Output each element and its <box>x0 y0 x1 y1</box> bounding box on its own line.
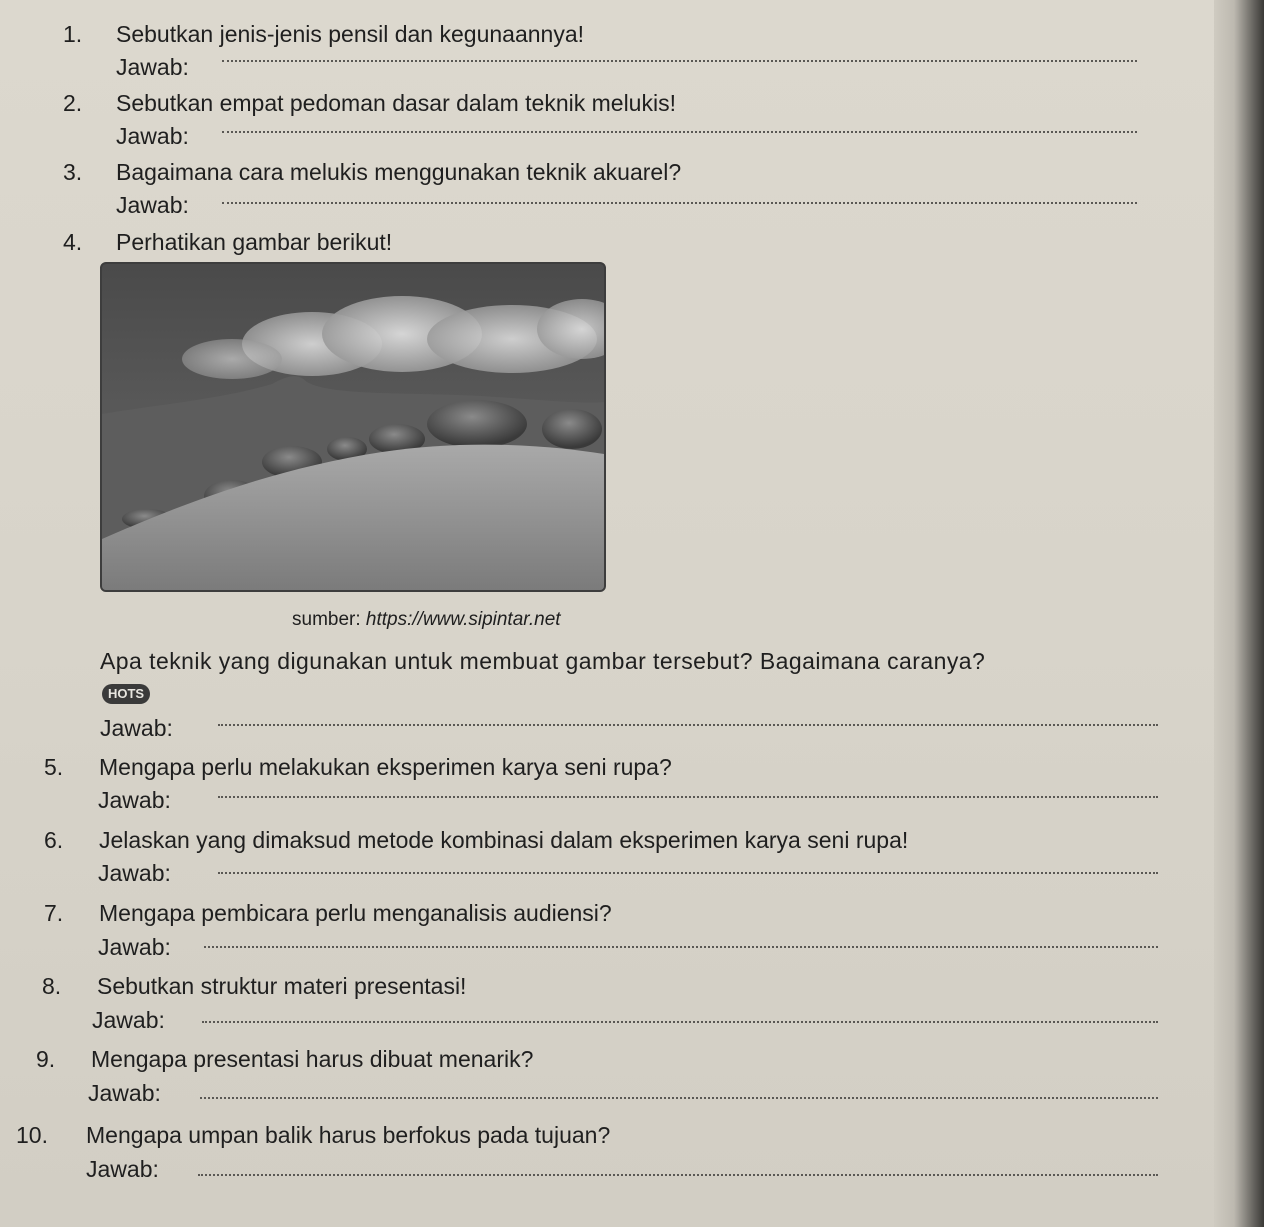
source-url: https://www.sipintar.net <box>365 609 561 630</box>
figure-question-text: Apa teknik yang digunakan untuk membuat gambar tersebut? Bagaimana caranya? <box>100 648 986 674</box>
answer-label-6: Jawab: <box>98 860 171 886</box>
answer-label-8: Jawab: <box>92 1007 165 1033</box>
hills-illustration <box>102 264 604 590</box>
answer-label-9: Jawab: <box>88 1080 161 1106</box>
answer-line-8[interactable] <box>202 1021 1158 1023</box>
question-number: 9. <box>36 1046 56 1072</box>
question-text: Jelaskan yang dimaksud metode kombinasi dalam eksperimen karya seni rupa! <box>99 827 909 853</box>
answer-line-1[interactable] <box>222 60 1137 62</box>
question-text: Sebutkan jenis-jenis pensil dan kegunaannya! <box>116 21 584 47</box>
page-edge-shadow <box>1214 0 1264 1227</box>
answer-line-2[interactable] <box>222 131 1137 133</box>
question-number: 8. <box>42 973 62 999</box>
question-number: 5. <box>44 754 64 780</box>
landscape-picture <box>100 262 606 592</box>
image-source <box>292 608 561 632</box>
answer-label-5: Jawab: <box>98 787 171 813</box>
answer-line-4[interactable] <box>218 724 1158 726</box>
question-number: 10. <box>16 1122 48 1148</box>
answer-line-10[interactable] <box>198 1174 1158 1176</box>
question-text: Mengapa presentasi harus dibuat menarik? <box>91 1046 534 1072</box>
answer-line-9[interactable] <box>200 1097 1158 1099</box>
answer-line-7[interactable] <box>204 946 1158 948</box>
question-text: Mengapa umpan balik harus berfokus pada tujuan? <box>86 1122 611 1148</box>
question-text: Mengapa perlu melakukan eksperimen karya seni rupa? <box>99 754 672 780</box>
question-number: 6. <box>44 827 64 853</box>
question-number: 2. <box>63 90 83 116</box>
question-number: 4. <box>63 229 83 255</box>
question-text: Perhatikan gambar berikut! <box>116 229 393 255</box>
question-number: 3. <box>63 159 83 185</box>
answer-label-7: Jawab: <box>98 934 171 960</box>
question-text: Sebutkan empat pedoman dasar dalam teknik melukis! <box>116 90 676 116</box>
question-text: Sebutkan struktur materi presentasi! <box>97 973 467 999</box>
answer-line-5[interactable] <box>218 796 1158 798</box>
answer-label-1: Jawab: <box>116 54 189 80</box>
question-number: 1. <box>63 21 83 47</box>
question-text: Bagaimana cara melukis menggunakan teknik akuarel? <box>116 159 682 185</box>
answer-label-3: Jawab: <box>116 192 189 218</box>
answer-line-6[interactable] <box>218 872 1158 874</box>
answer-label-10: Jawab: <box>86 1156 159 1182</box>
answer-line-3[interactable] <box>222 202 1137 204</box>
answer-label-4: Jawab: <box>100 715 173 741</box>
question-number: 7. <box>44 900 64 926</box>
source-prefix: sumber: <box>292 609 361 630</box>
answer-label-2: Jawab: <box>116 123 189 149</box>
hots-badge: HOTS <box>102 684 150 704</box>
question-text: Mengapa pembicara perlu menganalisis audiensi? <box>99 900 612 926</box>
